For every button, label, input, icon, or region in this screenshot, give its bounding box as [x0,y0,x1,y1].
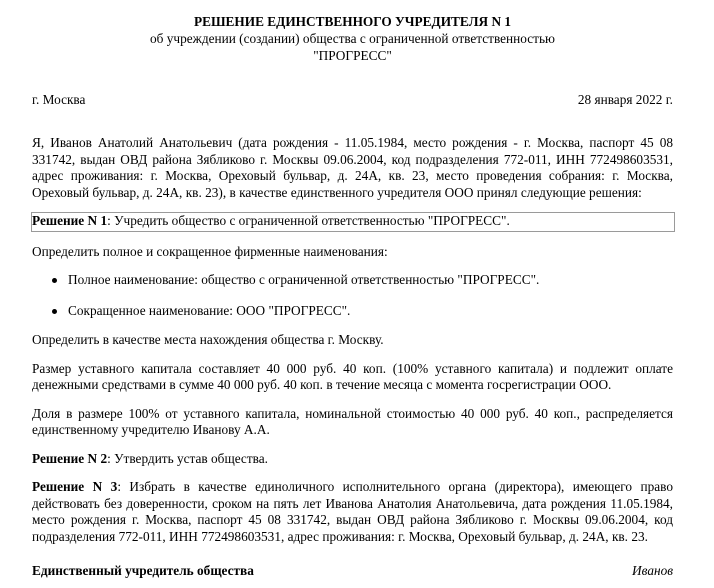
bullet-icon [52,309,57,314]
place: г. Москва [32,92,86,107]
decision-3-text: : Избрать в качестве единоличного исполнительного органа (директора), имеющего право действовать без доверенности, сроком на пять лет Иванова Анатолия Анатольевича, дата рождения 11.05.1984, место рождения г. Москва, паспорт 45 08 331742, выдан ОВД района Зябликово г. Москвы 09.06.2004, код подразделения 772-011, ИНН 772498603531, адрес проживания: г. Москва, Ореховый бульвар, д. 24А, кв. 23. [32,479,673,544]
document-title: РЕШЕНИЕ ЕДИНСТВЕННОГО УЧРЕДИТЕЛЯ N 1 [193,14,512,29]
names-intro: Определить полное и сокращенное фирменные наименования: [32,243,388,259]
decision-1 [31,212,675,232]
signature-row [32,563,673,580]
decision-2-label: Решение N 2 [32,450,108,466]
list-item: Сокращенное наименование: ООО "ПРОГРЕСС". [32,303,673,320]
decision-2-text: : Утвердить устав общества. [107,450,268,466]
document-subtitle-line1: об учреждении (создании) общества с ограниченной ответственностью [150,31,555,46]
location-paragraph: Определить в качестве места нахождения общества г. Москву. [32,332,384,347]
decision-3 [32,479,673,545]
document-page [32,13,673,580]
decision-2 [32,451,673,468]
bullet-icon [52,278,57,283]
decision-1-label: Решение N 1 [32,213,108,228]
decision-3-label: Решение N 3 [32,479,118,494]
place-date-row [32,91,673,108]
share-paragraph: Доля в размере 100% от уставного капитала, номинальной стоимостью 40 000 руб. 40 коп., распределяется единственному учредителю Иванову А.А. [32,405,673,437]
date: 28 января 2022 г. [577,92,673,107]
capital-paragraph: Размер уставного капитала составляет 40 000 руб. 40 коп. (100% уставного капитала) и подлежит оплате денежными средствами в сумме 40 000 руб. 40 коп. в течение месяца с момента госрегистрации ООО. [32,360,673,392]
document-subtitle-line2: "ПРОГРЕСС" [313,48,392,63]
names-list [32,272,673,319]
intro-paragraph: Я, Иванов Анатолий Анатольевич (дата рождения - 11.05.1984, место рождения - г. Москва, паспорт 45 08 331742, выдан ОВД района Зябликово г. Москвы 09.06.2004, код подразделения 772-011, ИНН 772498603531, адрес проживания: г. Москва, Ореховый бульвар, д. 24А, кв. 23, место проведения собрания: г. Москва, Ореховый бульвар, д. 24А, кв. 23), в качестве единственного учредителя ООО принял следующие решения: [32,135,673,200]
list-item: Полное наименование: общество с ограниченной ответственностью "ПРОГРЕСС". [32,272,673,289]
signature-name: Иванов [632,563,673,578]
decision-1-text: : Учредить общество с ограниченной ответственностью "ПРОГРЕСС". [107,213,510,228]
signature-role: Единственный учредитель общества [32,563,254,578]
